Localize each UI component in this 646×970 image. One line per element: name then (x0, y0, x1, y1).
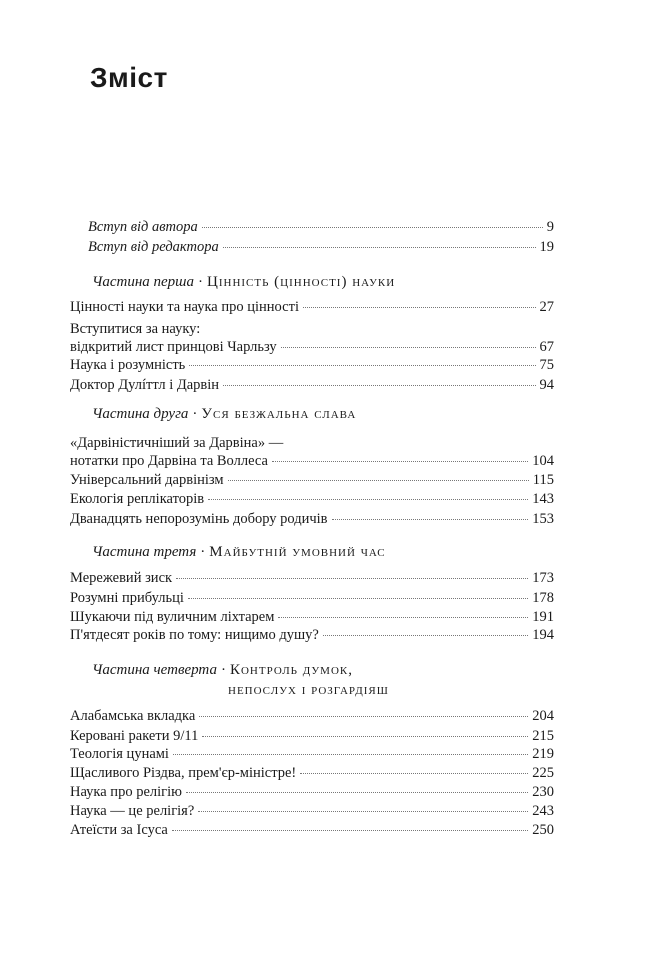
dot-leader (272, 461, 528, 462)
dot-leader (223, 385, 535, 386)
dot-leader (202, 227, 543, 228)
entry-title: Наука про релігію (70, 784, 182, 800)
toc-entry[interactable] (70, 510, 554, 528)
part-title: Майбутній умовний час (209, 544, 386, 560)
part-separator: · (220, 662, 226, 678)
page-number: 173 (532, 570, 554, 586)
entry-title: Керовані ракети 9/11 (70, 728, 199, 744)
page-number: 230 (532, 784, 554, 800)
part-title: Уся безжальна слава (201, 406, 357, 422)
page-number: 143 (532, 491, 554, 507)
page-number: 250 (532, 822, 554, 838)
toc-entry[interactable] (70, 298, 554, 316)
part-title: Контроль думок, (229, 662, 353, 678)
part-label: Частина друга (92, 406, 189, 422)
entry-title-line: «Дарвіністичніший за Дарвіна» — (70, 435, 284, 451)
page-title: Зміст (90, 62, 168, 93)
page-number: 104 (532, 453, 554, 469)
toc-entry[interactable] (70, 802, 554, 820)
page-number: 27 (539, 299, 554, 315)
entry-title: Шукаючи під вуличним ліхтарем (70, 609, 275, 625)
page-number: 194 (532, 627, 554, 643)
dot-leader (223, 247, 536, 248)
toc-entry[interactable] (70, 821, 554, 839)
entry-title: Вступ від редактора (88, 239, 219, 255)
toc-entry[interactable] (70, 783, 554, 801)
dot-leader (300, 773, 528, 774)
part-heading (92, 544, 386, 561)
page-number: 94 (539, 377, 554, 393)
toc-entry[interactable] (70, 745, 554, 763)
part-separator: · (192, 406, 198, 422)
entry-title: Дванадцять непорозумінь добору родичів (70, 511, 328, 527)
part-label: Частина третя (92, 544, 197, 560)
toc-entry[interactable] (70, 338, 554, 356)
toc-entry[interactable] (70, 569, 554, 587)
page-number: 115 (532, 472, 554, 488)
dot-leader (188, 598, 528, 599)
part-separator: · (198, 274, 203, 290)
toc-entry[interactable] (70, 376, 554, 394)
dot-leader (189, 365, 535, 366)
dot-leader (281, 347, 536, 348)
toc-entry[interactable] (70, 452, 554, 470)
dot-leader (332, 519, 529, 520)
entry-title: Наука і розумність (70, 357, 186, 373)
dot-leader (199, 716, 528, 717)
entry-title: Розумні прибульці (70, 590, 184, 606)
entry-title: Доктор Дулíттл і Дарвін (70, 377, 220, 393)
part-heading (92, 274, 395, 291)
part-heading (92, 406, 356, 423)
dot-leader (228, 480, 529, 481)
page-number: 9 (546, 219, 554, 235)
dot-leader (208, 499, 528, 500)
dot-leader (202, 736, 528, 737)
entry-title: Екологія реплікаторів (70, 491, 205, 507)
entry-title: Атеїсти за Ісуса (70, 822, 168, 838)
toc-entry[interactable] (70, 727, 554, 745)
entry-title: Вступ від автора (88, 219, 198, 235)
entry-title: П'ятдесят років по тому: нищимо душу? (70, 627, 319, 643)
toc-entry[interactable] (88, 218, 554, 236)
page-number: 204 (532, 708, 554, 724)
dot-leader (323, 635, 528, 636)
toc-entry[interactable] (70, 490, 554, 508)
page-number: 219 (532, 746, 554, 762)
toc-entry[interactable] (70, 707, 554, 725)
entry-title: Мережевий зиск (70, 570, 173, 586)
toc-entry[interactable] (88, 238, 554, 256)
entry-title-line: Вступитися за науку: (70, 321, 201, 337)
page-number: 153 (532, 511, 554, 527)
part-label: Частина четверта (92, 662, 217, 678)
dot-leader (173, 754, 528, 755)
entry-title: Щасливого Різдва, прем'єр-міністре! (70, 765, 297, 781)
part-heading (92, 662, 353, 679)
toc-entry[interactable] (70, 608, 554, 626)
page-number: 225 (532, 765, 554, 781)
entry-title: Алабамська вкладка (70, 708, 196, 724)
entry-title: Цінності науки та наука про цінності (70, 299, 299, 315)
part-separator: · (200, 544, 206, 560)
entry-title: нотатки про Дарвіна та Воллеса (70, 453, 268, 469)
dot-leader (198, 811, 528, 812)
toc-entry[interactable] (70, 589, 554, 607)
toc-entry[interactable] (70, 626, 554, 644)
page-number: 67 (539, 339, 554, 355)
toc-entry[interactable] (70, 471, 554, 489)
entry-title: Універсальний дарвінізм (70, 472, 224, 488)
entry-title: Теологія цунамі (70, 746, 169, 762)
part-label: Частина перша (92, 274, 194, 290)
dot-leader (176, 578, 528, 579)
toc-entry[interactable] (70, 764, 554, 782)
dot-leader (186, 792, 528, 793)
dot-leader (172, 830, 528, 831)
dot-leader (303, 307, 536, 308)
page-number: 243 (532, 803, 554, 819)
page-number: 75 (539, 357, 554, 373)
page-number: 215 (532, 728, 554, 744)
dot-leader (278, 617, 528, 618)
toc-entry[interactable] (70, 356, 554, 374)
part-title-continued: непослух і розгардіяш (228, 682, 389, 698)
part-title: Цінність (цінності) науки (207, 274, 396, 290)
entry-title: відкритий лист принцові Чарльзу (70, 339, 277, 355)
page-number: 19 (539, 239, 554, 255)
page-number: 191 (532, 609, 554, 625)
page-number: 178 (532, 590, 554, 606)
entry-title: Наука — це релігія? (70, 803, 195, 819)
